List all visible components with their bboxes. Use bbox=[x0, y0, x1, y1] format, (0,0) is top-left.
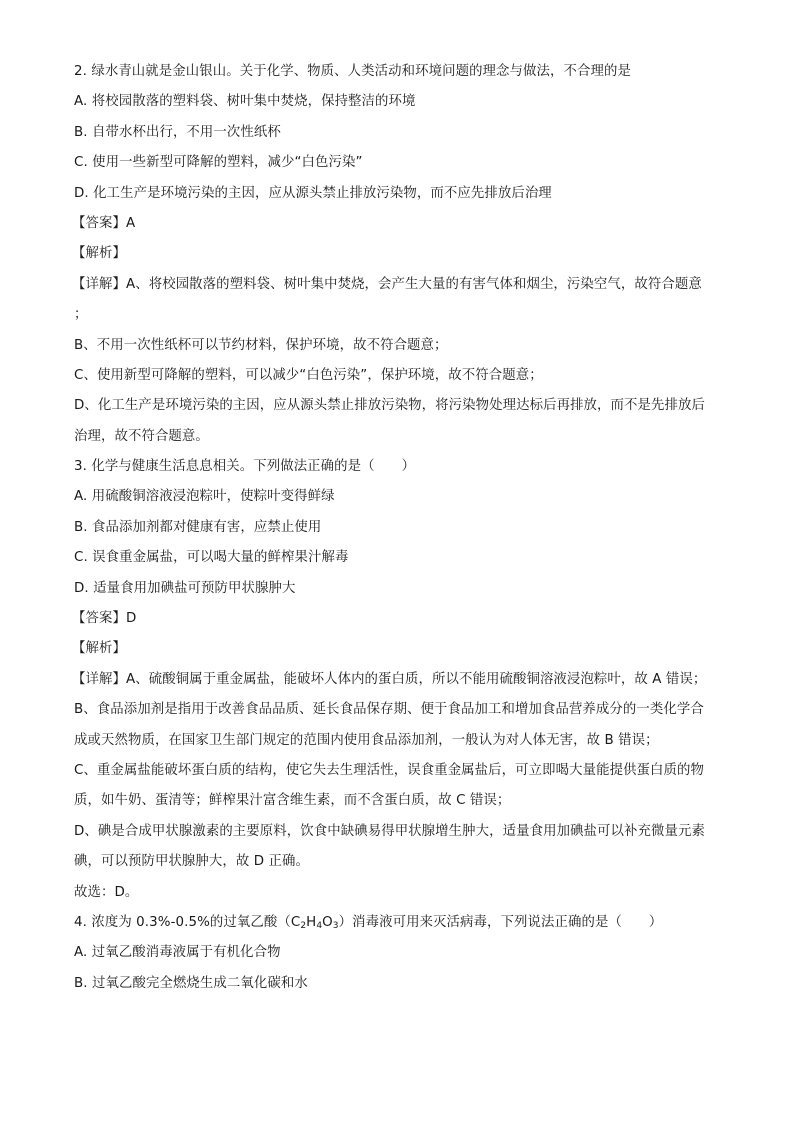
q2-option-a: A. 将校园散落的塑料袋、树叶集中焚烧，保持整洁的环境 bbox=[74, 94, 416, 110]
q3-detail-line-6: D、碘是合成甲状腺激素的主要原料，饮食中缺碘易得甲状腺增生肿大，适量食用加碘盐可以补充微量元素 bbox=[74, 823, 705, 839]
q4-stem-post: ）消毒液可用来灭活病毒，下列说法正确的是（ ） bbox=[338, 914, 663, 930]
q3-stem: 3. 化学与健康生活息息相关。下列做法正确的是（ ） bbox=[74, 459, 416, 475]
q2-option-b: B. 自带水杯出行，不用一次性纸杯 bbox=[74, 124, 281, 140]
q2-option-d: D. 化工生产是环境污染的主因，应从源头禁止排放污染物，而不应先排放后治理 bbox=[74, 185, 552, 201]
q4-formula-h: H bbox=[306, 914, 317, 930]
document-page bbox=[74, 62, 734, 1004]
q4-stem bbox=[74, 913, 734, 933]
q3-detail-line-2: B、食品添加剂是指用于改善食品品质、延长食品保存期、便于食品加工和增加食品营养成分的一类化学合 bbox=[74, 702, 704, 718]
q3-detail-line-4: C、重金属盐能破坏蛋白质的结构，使它失去生理活性，误食重金属盐后，可立即喝大量能提供蛋白质的物 bbox=[74, 762, 705, 778]
q3-analysis-label: 【解析】 bbox=[72, 641, 126, 657]
q2-detail-line-2: ； bbox=[74, 307, 88, 323]
q3-answer: 【答案】D bbox=[72, 611, 137, 627]
q3-detail-line-1: 【详解】A、硫酸铜属于重金属盐，能破坏人体内的蛋白质，所以不能用硫酸铜溶液浸泡粽叶，故 A 错误； bbox=[72, 671, 707, 687]
q3-detail-line-5: 质，如牛奶、蛋清等；鲜榨果汁富含维生素，而不含蛋白质，故 C 错误； bbox=[74, 793, 511, 809]
q2-detail-line-4: C、使用新型可降解的塑料，可以减少“白色污染”，保护环境，故不符合题意； bbox=[74, 367, 543, 383]
q2-detail-line-3: B、不用一次性纸杯可以节约材料，保护环境，故不符合题意； bbox=[74, 337, 448, 353]
q3-detail-line-7: 碘，可以预防甲状腺肿大，故 D 正确。 bbox=[74, 854, 309, 870]
q3-detail-line-3: 成或天然物质，在国家卫生部门规定的范围内使用食品添加剂，一般认为对人体无害，故 B 错误； bbox=[74, 732, 659, 748]
q4-formula-sub-3: 3 bbox=[332, 920, 339, 931]
q2-option-c: C. 使用一些新型可降解的塑料，减少“白色污染” bbox=[74, 155, 363, 171]
q3-option-a: A. 用硫酸铜溶液浸泡粽叶，使粽叶变得鲜绿 bbox=[74, 489, 335, 505]
q2-detail-line-5: D、化工生产是环境污染的主因，应从源头禁止排放污染物，将污染物处理达标后再排放，而不是先排放后 bbox=[74, 398, 705, 414]
q2-analysis-label: 【解析】 bbox=[72, 246, 126, 262]
q4-formula-sub-2: 4 bbox=[316, 920, 323, 931]
q2-stem: 2. 绿水青山就是金山银山。关于化学、物质、人类活动和环境问题的理念与做法，不合理的是 bbox=[74, 64, 631, 79]
q4-option-a: A. 过氧乙酸消毒液属于有机化合物 bbox=[74, 945, 281, 961]
q2-detail-line-6: 治理，故不符合题意。 bbox=[74, 428, 209, 444]
q2-detail-line-1: 【详解】A、将校园散落的塑料袋、树叶集中焚烧，会产生大量的有害气体和烟尘，污染空气，故符合题意 bbox=[72, 276, 702, 292]
q4-formula-o: O bbox=[322, 914, 333, 930]
q4-option-b: B. 过氧乙酸完全燃烧生成二氧化碳和水 bbox=[74, 975, 308, 991]
q3-detail-line-8: 故选：D。 bbox=[74, 884, 139, 900]
q4-formula-sub-1: 2 bbox=[300, 920, 307, 931]
q3-option-c: C. 误食重金属盐，可以喝大量的鲜榨果汁解毒 bbox=[74, 550, 349, 566]
q3-option-b: B. 食品添加剂都对健康有害，应禁止使用 bbox=[74, 519, 322, 535]
q4-stem-pre: 4. 浓度为 0.3%-0.5%的过氧乙酸（C bbox=[74, 914, 301, 930]
q2-answer: 【答案】A bbox=[72, 215, 136, 231]
q3-option-d: D. 适量食用加碘盐可预防甲状腺肿大 bbox=[74, 580, 296, 596]
